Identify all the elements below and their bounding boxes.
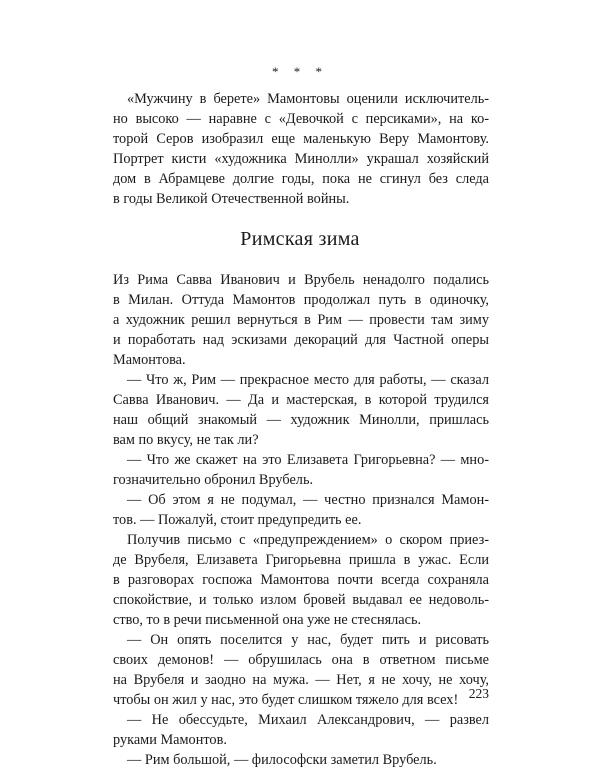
- text-line: — Не обессудьте, Михаил Александрович, — развел: [127, 712, 489, 728]
- text-line: наш общий знакомый — художник Минолли, пришлась: [113, 412, 489, 428]
- text-line: Портрет кисти «художника Минолли» украшал хозяйский: [113, 151, 489, 167]
- text-line: чтобы он жил у нас, это будет слишком тяжело для всех!: [113, 692, 459, 708]
- text-line: вам по вкусу, не так ли?: [113, 432, 259, 448]
- text-line: в разговорах госпожа Мамонтова почти всегда сохраняла: [113, 572, 489, 588]
- text-line: Из Рима Савва Иванович и Врубель ненадолго подались: [113, 272, 489, 288]
- text-line: в Милан. Оттуда Мамонтов продолжал путь в одиночку,: [113, 292, 489, 308]
- text-line: своих демонов! — обрушилась она в ответном письме: [113, 652, 489, 668]
- text-line: гозначительно обронил Врубель.: [113, 472, 314, 488]
- text-line: торой Серов изобразил еще маленькую Веру Мамонтову.: [113, 131, 489, 147]
- text-line: тов. — Пожалуй, стоит предупредить ее.: [113, 512, 362, 528]
- chapter-title: Римская зима: [240, 228, 360, 250]
- text-line: — Что ж, Рим — прекрасное место для работы, — сказал: [127, 372, 489, 388]
- text-line: и поработать над эскизами декораций для Частной оперы: [113, 332, 489, 348]
- text-line: Получив письмо с «предупреждением» о скором приез-: [127, 532, 489, 548]
- text-line: на Врубеля и заодно на мужа. — Нет, я не хочу, не хочу,: [113, 672, 489, 688]
- text-line: Савва Иванович. — Да и мастерская, в которой трудился: [113, 392, 489, 408]
- text-line: руками Мамонтов.: [113, 732, 227, 748]
- text-line: де Врубеля, Елизавета Григорьевна пришла в ужас. Если: [113, 552, 489, 568]
- page-number: 223: [468, 686, 489, 701]
- text-line: в годы Великой Отечественной войны.: [113, 191, 350, 207]
- intro-paragraph: [113, 89, 489, 209]
- text-line: — Об этом я не подумал, — честно признался Мамон-: [127, 492, 489, 508]
- text-line: — Рим большой, — философски заметил Врубель.: [127, 752, 437, 768]
- chapter-body: [113, 270, 489, 770]
- text-line: ство, то в речи письменной она уже не стеснялась.: [113, 612, 422, 628]
- text-line: но высоко — наравне с «Девочкой с персиками», на ко-: [113, 111, 489, 127]
- text-line: — Что же скажет на это Елизавета Григорьевна? — мно-: [127, 452, 489, 468]
- text-line: а художник решил вернуться в Рим — провести там зиму: [113, 312, 489, 328]
- text-line: Мамонтова.: [113, 352, 186, 368]
- text-line: — Он опять поселится у нас, будет пить и рисовать: [127, 632, 489, 648]
- section-separator: * * *: [272, 64, 328, 79]
- text-line: «Мужчину в берете» Мамонтовы оценили исключитель-: [127, 91, 489, 107]
- text-line: дом в Абрамцеве долгие годы, пока не сгинул без следа: [113, 171, 489, 187]
- text-line: спокойствие, и только излом бровей выдавал ее недоволь-: [113, 592, 489, 608]
